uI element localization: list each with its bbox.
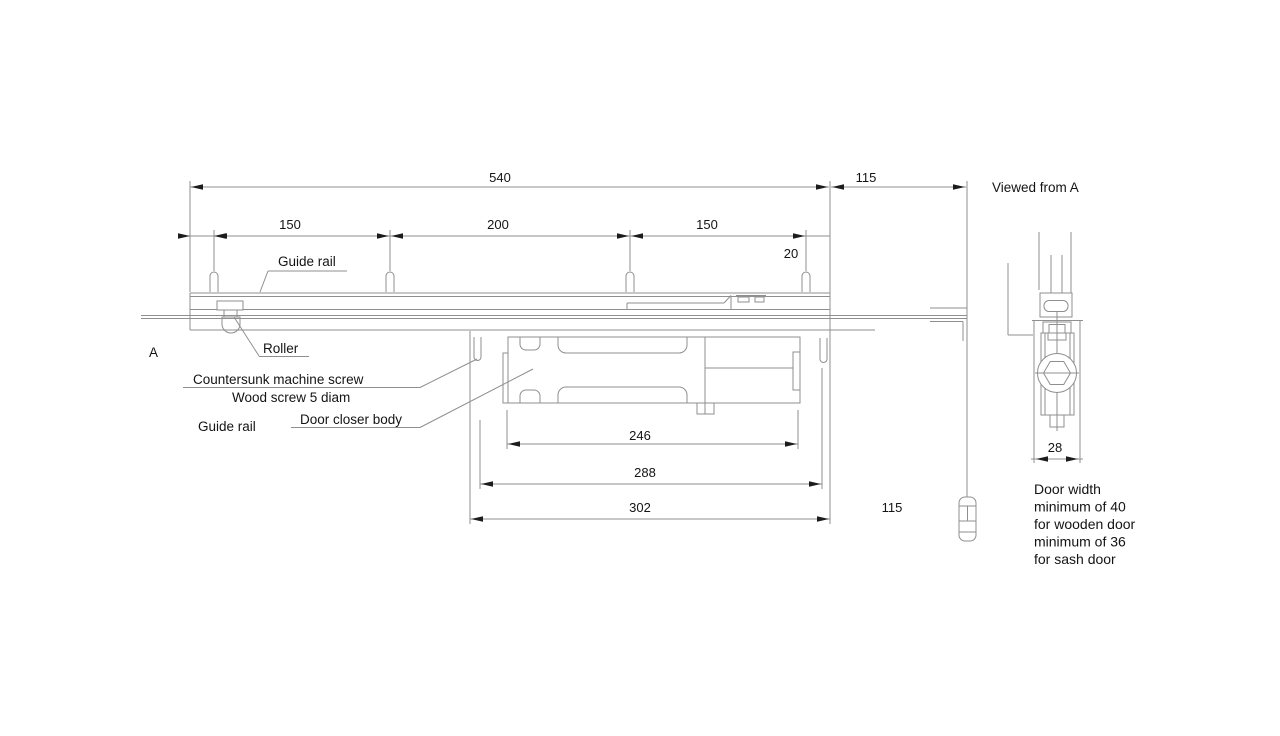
door-closer-body-drawing — [470, 331, 827, 430]
dimension-540 — [190, 170, 829, 190]
slide-arm-drawing — [627, 296, 766, 310]
countersunk-screw-icon — [474, 337, 481, 361]
dimension-screw-spacing — [178, 217, 830, 261]
door-head-lines — [141, 308, 967, 341]
screw-pin-icon — [802, 272, 810, 292]
dim-rail-end-offset: 20 — [783, 246, 799, 261]
wood-screw-pins — [210, 272, 810, 292]
dimension-115-top — [831, 170, 966, 190]
note-line: for wooden door — [1034, 516, 1136, 532]
cord-drawing — [959, 497, 976, 541]
label-view-marker-a — [149, 345, 158, 360]
label-roller — [234, 317, 309, 357]
guide-rail-section — [1040, 293, 1072, 317]
dimension-288 — [480, 465, 822, 487]
side-view-drawing — [992, 180, 1136, 567]
note-line: minimum of 36 — [1034, 533, 1126, 550]
note-line: minimum of 40 — [1034, 498, 1126, 515]
note-line: Door width — [1034, 481, 1101, 497]
guide-rail-top-label: Guide rail — [278, 254, 336, 269]
countersunk-screw-label: Countersunk machine screw — [193, 372, 364, 387]
dimension-28 — [1031, 440, 1083, 462]
wood-screw-label: Wood screw 5 diam — [232, 390, 351, 405]
roller-label: Roller — [263, 341, 299, 356]
dim-body-inner: 246 — [629, 428, 651, 443]
dim-right-offset-top: 115 — [855, 170, 877, 185]
side-view-title: Viewed from A — [992, 180, 1079, 195]
label-countersunk-screw — [183, 359, 477, 388]
dim-body-width: 28 — [1047, 440, 1063, 455]
dim-body-outer: 302 — [629, 500, 651, 515]
dim-span-3: 150 — [696, 217, 718, 232]
label-guide-rail-top — [260, 254, 347, 292]
view-marker-label: A — [149, 345, 159, 360]
dim-right-offset-bottom: 115 — [881, 500, 903, 515]
dimension-246 — [507, 428, 798, 447]
dim-span-1: 150 — [279, 217, 301, 232]
screw-pin-icon — [820, 338, 827, 363]
door-closer-body-label: Door closer body — [300, 412, 403, 427]
dimension-302 — [470, 500, 830, 522]
screw-pin-icon — [626, 272, 634, 292]
closer-body-section — [1035, 311, 1079, 431]
roller-drawing — [217, 301, 243, 333]
dim-span-2: 200 — [487, 217, 509, 232]
guide-rail-drawing — [190, 293, 830, 330]
dim-body-middle: 288 — [634, 465, 656, 480]
screw-pin-icon — [210, 272, 218, 292]
guide-rail-bottom-label: Guide rail — [198, 419, 256, 434]
screw-pin-icon — [386, 272, 394, 292]
dim-total-rail: 540 — [489, 170, 511, 185]
door-width-note — [1034, 481, 1136, 567]
note-line: for sash door — [1034, 551, 1116, 567]
